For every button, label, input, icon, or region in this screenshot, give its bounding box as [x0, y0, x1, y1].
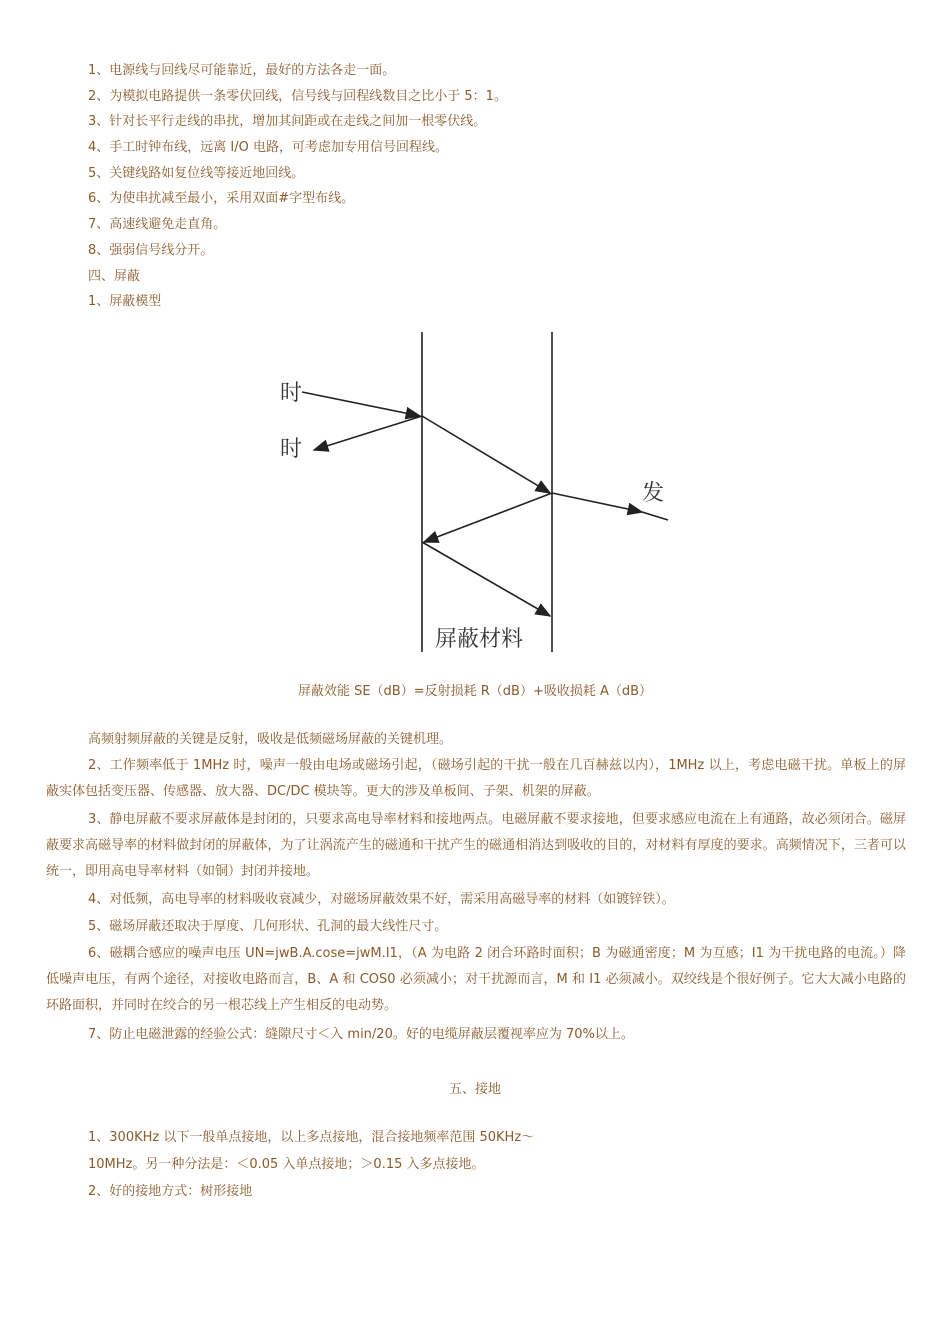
section-heading-shielding: 四、屏蔽	[88, 269, 141, 284]
list-item: 6、为使串扰减至最小，采用双面#字型布线。	[88, 191, 355, 206]
list-item: 2、好的接地方式：树形接地	[88, 1184, 253, 1199]
label-reflect: 时	[280, 437, 303, 462]
paragraph: 高频射频屏蔽的关键是反射，吸收是低频磁场屏蔽的关键机理。	[88, 732, 453, 747]
label-transmit: 发	[642, 481, 665, 506]
paragraph: 4、对低频，高电导率的材料吸收衰减少，对磁场屏蔽效果不好，需采用高磁导率的材料（如镀锌铁）。	[88, 892, 675, 907]
list-item: 3、针对长平行走线的串扰，增加其间距或在走线之间加一根零伏线。	[88, 114, 487, 129]
paragraph: 6、磁耦合感应的噪声电压 UN=jwB.A.cose=jwM.I1，（A 为电路 2 闭合环路时面积；B 为磁通密度；M 为互感；I1 为干扰电路的电流。）降低噪声电压，有两个途径，对接收电路而言，B、A 和 COS0 必须减小；对干扰源而言，M 和 I1 必须减小。双绞线是个很好例子。它大大减小电路的环路面积，并同时在绞合的另一根芯线上产生相反的电动势。	[46, 946, 906, 1013]
incident-wave-arrow	[302, 392, 420, 416]
paragraph: 7、防止电磁泄露的经验公式：缝隙尺寸＜入 min/20。好的电缆屏蔽层覆视率应为 70%以上。	[88, 1027, 634, 1042]
paragraph: 5、磁场屏蔽还取决于厚度、几何形状、孔洞的最大线性尺寸。	[88, 919, 448, 934]
section-heading-grounding: 五、接地	[448, 1082, 501, 1097]
list-item: 1、300KHz 以下一般单点接地，以上多点接地，混合接地频率范围 50KHz～	[88, 1130, 535, 1145]
list-item: 8、强弱信号线分开。	[88, 243, 214, 258]
list-item: 7、高速线避免走直角。	[88, 217, 227, 232]
transmitted-tail	[642, 512, 668, 520]
label-material: 屏蔽材料	[435, 627, 524, 652]
paragraph: 2、工作频率低于 1MHz 时，噪声一般由电场或磁场引起，（磁场引起的干扰一般在几百赫兹以内），1MHz 以上，考虑电磁干扰。单板上的屏蔽实体包括变压器、传感器、放大器、DC/DC 模块等。更大的涉及单板间、子架、机架的屏蔽。	[46, 758, 906, 799]
internal-wave-arrow	[422, 416, 550, 493]
list-item: 2、为模拟电路提供一条零伏回线，信号线与回程线数目之比小于 5：1。	[88, 89, 507, 104]
list-item: 1、电源线与回线尽可能靠近，最好的方法各走一面。	[88, 63, 396, 78]
paragraph: 3、静电屏蔽不要求屏蔽体是封闭的，只要求高电导率材料和接地两点。电磁屏蔽不要求接地，但要求感应电流在上有通路，故必须闭合。磁屏蔽要求高磁导率的材料做封闭的屏蔽体，为了让涡流产生的磁通和干扰产生的磁通相消达到吸收的目的，对材料有厚度的要求。高频情况下，三者可以统一，即用高电导率材料（如铜）封闭并接地。	[46, 812, 906, 879]
shielding-formula: 屏蔽效能 SE（dB）=反射损耗 R（dB）+吸收损耗 A（dB）	[297, 684, 653, 699]
list-item: 5、关键线路如复位线等接近地回线。	[88, 166, 305, 181]
transmitted-wave-arrow	[552, 493, 642, 512]
reflected-wave-arrow	[314, 416, 422, 450]
list-item: 10MHz。另一种分法是：＜0.05 入单点接地；＞0.15 入多点接地。	[88, 1157, 485, 1172]
internal-second-arrow	[422, 542, 550, 616]
subheading-shielding-model: 1、屏蔽模型	[88, 294, 162, 309]
label-incident: 时	[280, 381, 303, 406]
list-item: 4、手工时钟布线，远离 I/O 电路，可考虑加专用信号回程线。	[88, 140, 448, 155]
shielding-model-diagram	[270, 330, 680, 660]
internal-reflect-arrow	[424, 493, 552, 542]
